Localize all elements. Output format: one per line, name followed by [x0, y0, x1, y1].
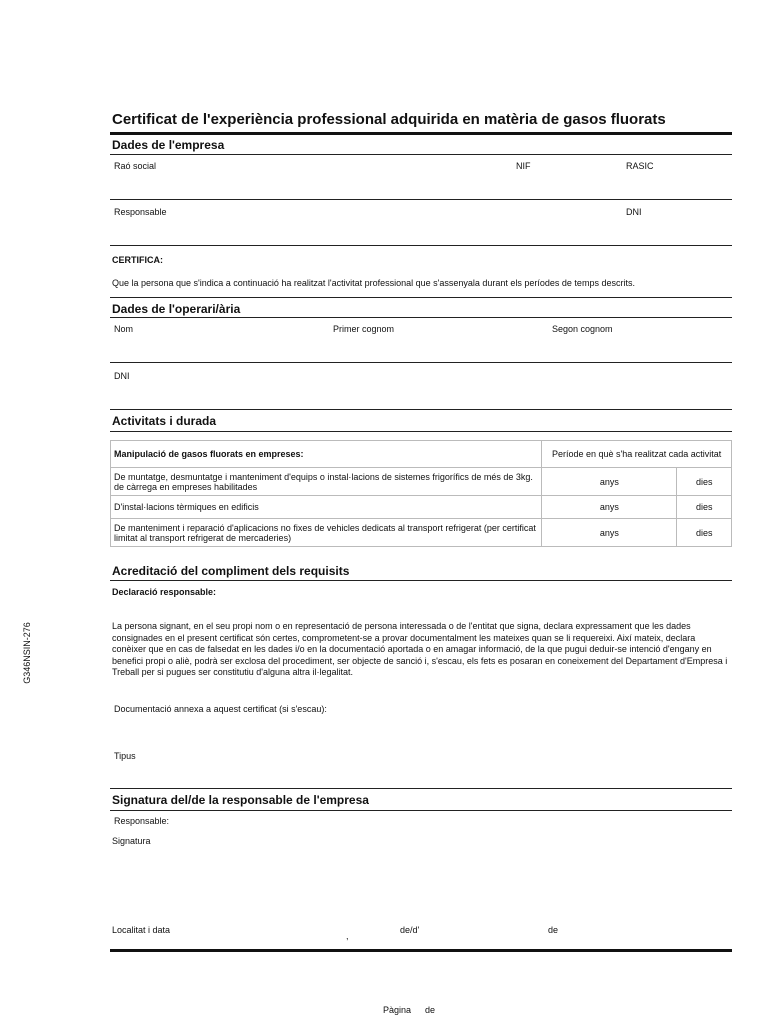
- period-header-cell: Període en què s'ha realitzat cada activitat: [542, 441, 732, 468]
- page-label: Pàgina: [383, 1005, 412, 1015]
- documentacio-label: Documentació annexa a aquest certificat (si s'escau):: [114, 704, 327, 714]
- dies-cell: dies: [677, 468, 732, 496]
- operari-dni-label: DNI: [114, 371, 130, 381]
- comma: ,: [346, 931, 349, 941]
- dies-cell: dies: [677, 519, 732, 547]
- activitats-table: [110, 440, 732, 547]
- activity-cell: D'instal·lacions tèrmiques en edificis: [111, 496, 542, 519]
- field-line: [110, 362, 732, 363]
- divider: [110, 154, 732, 155]
- form-code: G346NSIN-276: [21, 622, 32, 684]
- table-header-cell: Manipulació de gasos fluorats en empreses:: [111, 441, 542, 468]
- nif-label: NIF: [516, 161, 531, 171]
- section-activitats-heading: Activitats i durada: [112, 414, 217, 428]
- tipus-label: Tipus: [114, 751, 136, 761]
- table-row: [111, 468, 732, 496]
- dies-cell: dies: [677, 496, 732, 519]
- divider: [110, 788, 732, 789]
- signatura-responsable-label: Responsable:: [114, 816, 170, 826]
- localitat-label: Localitat i data: [112, 925, 171, 935]
- section-signatura-heading: Signatura del/de la responsable de l'empresa: [112, 793, 369, 807]
- divider: [110, 431, 732, 432]
- primer-cognom-label: Primer cognom: [333, 324, 395, 334]
- divider: [110, 132, 732, 135]
- divider: [110, 810, 732, 811]
- page-de-label: de: [425, 1005, 436, 1015]
- anys-cell: anys: [542, 496, 677, 519]
- nom-label: Nom: [114, 324, 134, 334]
- page-title: Certificat de l'experiència professional adquirida en matèria de gasos fluorats: [112, 111, 666, 128]
- divider: [110, 317, 732, 318]
- activity-cell: De muntatge, desmuntatge i manteniment d'equips o instal·lacions de sistemes frigorífics de més de 3kg. de càrrega en empreses habilitades: [111, 468, 542, 496]
- responsable-label: Responsable: [114, 207, 167, 217]
- declaracio-paragraph: La persona signant, en el seu propi nom o en representació de persona interessada o de l'entitat que signa, declara expressament que les dades consignades en el present certificat són certes, comprometent-se a provar documentalment les mateixes quan se li requereixi. Així mateix, declara conèixer que en cas de falsedat en les dades i/o en la documentació aportada o en amagar informació, de la que pugui deduir-se intenció d'engany en benefici propi o aliè, podrà ser exclosa del procediment, ser objecte de sanció i, s'escau, els fets es posaran en coneixement del Departament d'Empresa i Treball per si pugues ser constitutiu d'alguna altra il·legalitat.: [112, 621, 728, 677]
- de-label: de: [548, 925, 559, 935]
- de-d-label: de/d': [400, 925, 420, 935]
- field-line: [110, 409, 732, 410]
- declaracio-heading: Declaració responsable:: [112, 587, 217, 597]
- activity-cell: De manteniment i reparació d'aplicacions no fixes de vehicles dedicats al transport refrigerat (per certificat limitat al transport refrigerat de mercaderies): [111, 519, 542, 547]
- divider: [110, 297, 732, 298]
- divider: [110, 949, 732, 952]
- table-row: [111, 496, 732, 519]
- field-line: [110, 199, 732, 200]
- anys-cell: anys: [542, 468, 677, 496]
- dni-label: DNI: [626, 207, 642, 217]
- table-row: [111, 441, 732, 468]
- section-acreditacio-heading: Acreditació del compliment dels requisits: [112, 564, 350, 578]
- segon-cognom-label: Segon cognom: [552, 324, 613, 334]
- rasic-label: RASIC: [626, 161, 654, 171]
- section-empresa-heading: Dades de l'empresa: [112, 138, 225, 152]
- divider: [110, 580, 732, 581]
- anys-cell: anys: [542, 519, 677, 547]
- certifica-text: Que la persona que s'indica a continuació ha realitzat l'activitat professional que s'assenyala durant els períodes de temps descrits.: [112, 278, 635, 288]
- signatura-label: Signatura: [112, 836, 151, 846]
- section-operari-heading: Dades de l'operari/ària: [112, 302, 241, 316]
- rao-social-label: Raó social: [114, 161, 157, 171]
- table-row: [111, 519, 732, 547]
- field-line: [110, 245, 732, 246]
- certifica-heading: CERTIFICA:: [112, 255, 163, 265]
